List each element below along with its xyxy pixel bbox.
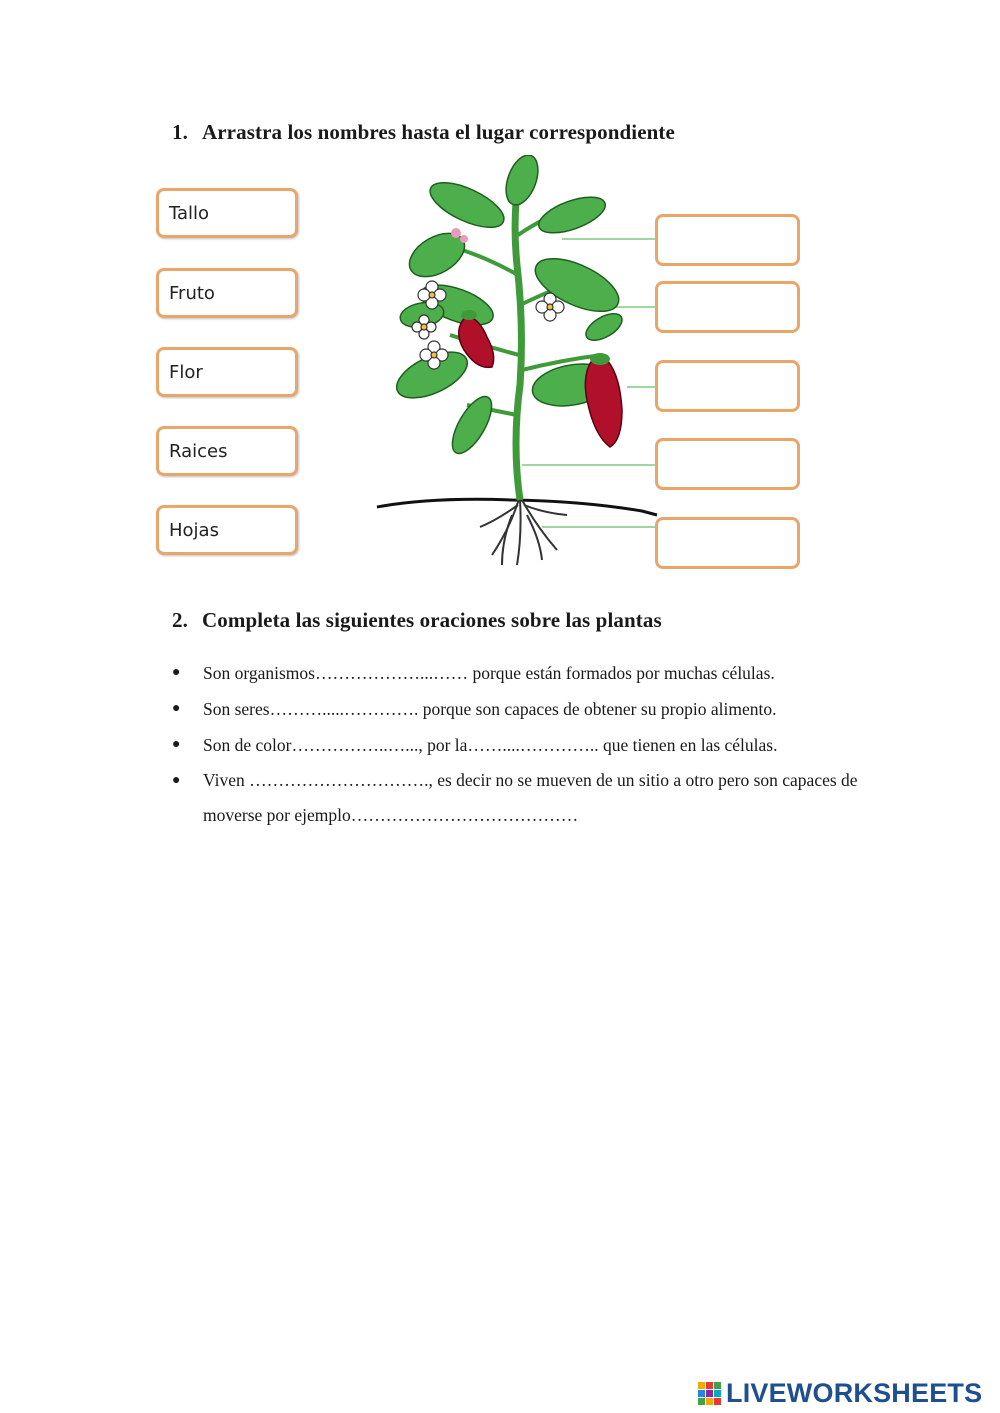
sentence-item xyxy=(172,763,872,833)
drag-word-raices[interactable] xyxy=(156,426,298,476)
drop-target-2[interactable] xyxy=(655,281,800,333)
drag-word-label: Raices xyxy=(169,440,228,462)
sentence-item xyxy=(172,655,872,691)
section-1-heading xyxy=(172,120,675,145)
drag-word-hojas[interactable] xyxy=(156,505,298,555)
section-1-title: Arrastra los nombres hasta el lugar correspondiente xyxy=(202,120,675,144)
drop-target-1[interactable] xyxy=(655,214,800,266)
stem xyxy=(515,170,521,500)
bullet: ● xyxy=(172,737,181,752)
drag-word-label: Tallo xyxy=(169,202,210,224)
bullet: ● xyxy=(172,773,181,788)
liveworksheets-logo xyxy=(698,1378,982,1409)
drop-target-5[interactable] xyxy=(655,517,800,569)
section-2-number: 2. xyxy=(172,608,188,632)
section-2-title: Completa las siguientes oraciones sobre las plantas xyxy=(202,608,662,632)
section-2-heading xyxy=(172,608,662,633)
drag-word-label: Hojas xyxy=(169,519,219,541)
sentence-item xyxy=(172,727,872,763)
sentence-text: Son seres……….....…………. porque son capaces de obtener su propio alimento. xyxy=(203,699,777,719)
sentence-item xyxy=(172,691,872,727)
roots xyxy=(480,495,567,565)
sentence-text: Viven …………………………., es decir no se mueven de un sitio a otro pero son capaces de moverse por ejemplo………………………………… xyxy=(203,770,858,825)
sentence-text: Son de color……………..…..., por la……....………….. que tienen en las células. xyxy=(203,735,778,755)
logo-blocks-icon xyxy=(698,1382,722,1406)
drag-word-flor[interactable] xyxy=(156,347,298,397)
brand-name: LIVEWORKSHEETS xyxy=(726,1378,983,1408)
bullet: ● xyxy=(172,701,181,716)
sentence-text: Son organismos………………...…… porque están formados por muchas células. xyxy=(203,663,775,683)
bullet: ● xyxy=(172,665,181,680)
section-1-number: 1. xyxy=(172,120,188,144)
drag-word-label: Flor xyxy=(169,361,203,383)
sentence-list xyxy=(172,655,872,833)
drag-word-tallo[interactable] xyxy=(156,188,298,238)
drop-target-3[interactable] xyxy=(655,360,800,412)
drag-word-label: Fruto xyxy=(169,282,215,304)
drag-word-fruto[interactable] xyxy=(156,268,298,318)
drop-target-4[interactable] xyxy=(655,438,800,490)
